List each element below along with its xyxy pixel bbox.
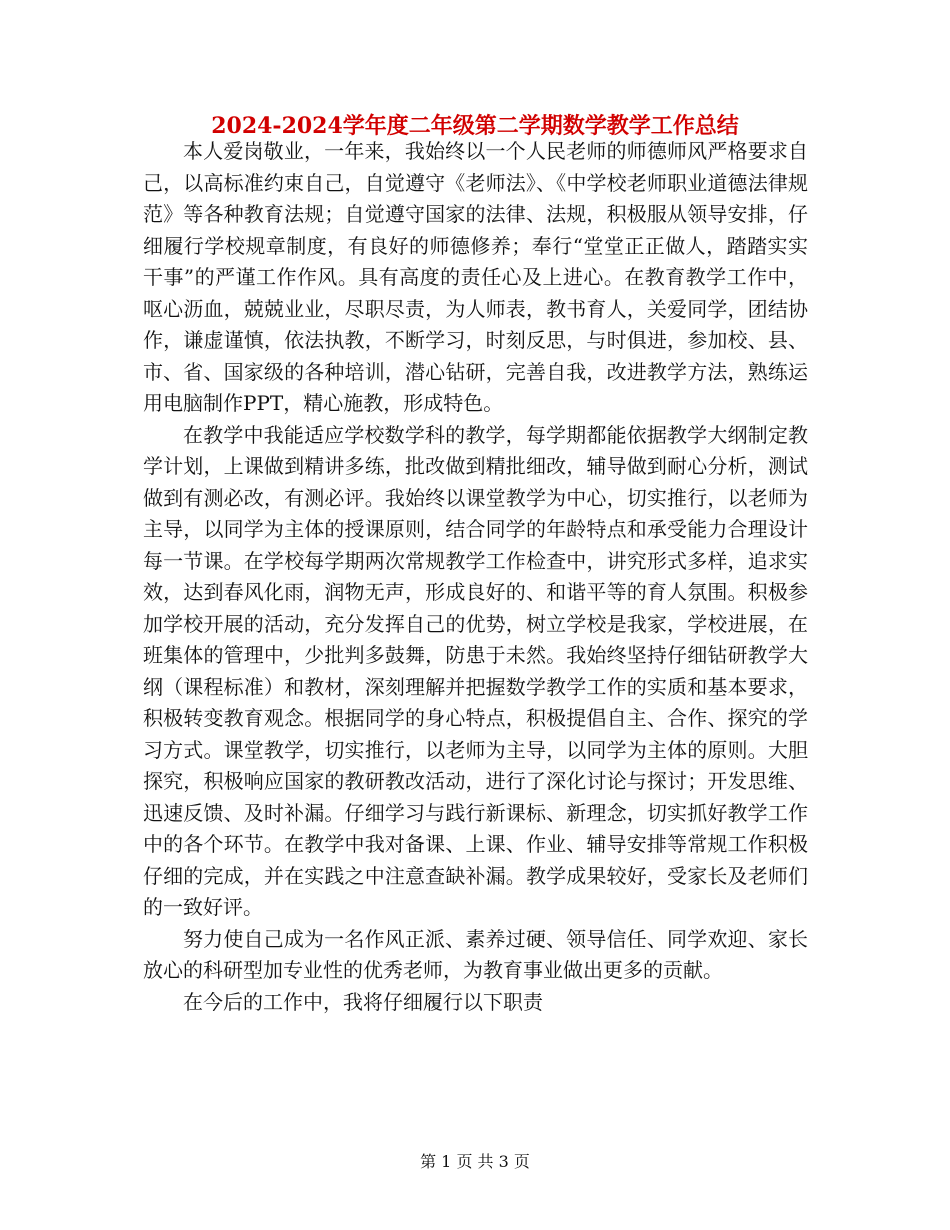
page-footer: 第 1 页 共 3 页 — [420, 1152, 530, 1171]
document-title: 2024-2024学年度二年级第二学期数学教学工作总结 — [211, 113, 739, 139]
paragraph-4: 在今后的工作中，我将仔细履行以下职责 — [183, 989, 543, 1014]
paragraph-1: 本人爱岗敬业，一年来，我始终以一个人民老师的师德师风严格要求自己，以高标准约束自己，自觉遵守《老师法》、《中学校老师职业道德法律规范》等各种教育法规；自觉遵守国家的法律、法规，积极服从领导安排，仔细履行学校规章制度，有良好的师德修养；奉行“堂堂正正做人，踏踏实实干事”的严谨工作作风。具有高度的责任心及上进心。在教育教学工作中，呕心沥血，兢兢业业，尽职尽责，为人师表，教书育人，关爱同学，团结协作，谦虚谨慎，依法执教，不断学习，时刻反思，与时俱进，参加校、县、市、省、国家级的各种培训，潜心钻研，完善自我，改进教学方法，熟练运用电脑制作PPT，精心施教，形成特色。 — [143, 139, 808, 415]
paragraph-2: 在教学中我能适应学校数学科的教学，每学期都能依据教学大纲制定教学计划，上课做到精讲多练，批改做到精批细改，辅导做到耐心分析，测试做到有测必改，有测必评。我始终以课堂教学为中心，切实推行，以老师为主导，以同学为主体的授课原则，结合同学的年龄特点和承受能力合理设计每一节课。在学校每学期两次常规教学工作检查中，讲究形式多样，追求实效，达到春风化雨，润物无声，形成良好的、和谐平等的育人氛围。积极参加学校开展的活动，充分发挥自己的优势，树立学校是我家，学校进展，在班集体的管理中，少批判多鼓舞，防患于未然。我始终坚持仔细钻研教学大纲（课程标准）和教材，深刻理解并把握数学教学工作的实质和基本要求，积极转变教育观念。根据同学的身心特点，积极提倡自主、合作、探究的学习方式。课堂教学，切实推行，以老师为主导，以同学为主体的原则。大胆探究，积极响应国家的教研教改活动，进行了深化讨论与探讨；开发思维、迅速反馈、及时补漏。仔细学习与践行新课标、新理念，切实抓好教学工作中的各个环节。在教学中我对备课、上课、作业、辅导安排等常规工作积极仔细的完成，并在实践之中注意查缺补漏。教学成果较好，受家长及老师们的一致好评。 — [143, 422, 808, 919]
document-body — [143, 136, 808, 1018]
paragraph-3: 努力使自己成为一名作风正派、素养过硬、领导信任、同学欢迎、家长放心的科研型加专业性的优秀老师，为教育事业做出更多的贡献。 — [143, 926, 808, 982]
